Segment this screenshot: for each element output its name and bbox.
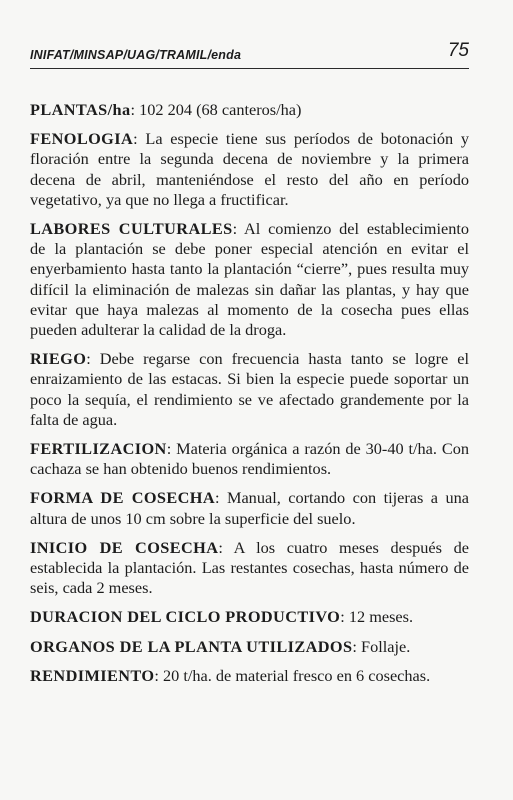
paragraph-text: : Manual, cortando con tijeras a una altura de unos 10 cm sobre la superficie del suelo.: [30, 488, 469, 528]
paragraph-text: : Debe regarse con frecuencia hasta tanto se logre el enraizamiento de las estacas. Si bien la especie puede soportar un poco la sequía, el rendimiento se ve afectado grandemente por la falta de agua.: [30, 349, 469, 429]
paragraph-rendimiento: [30, 666, 469, 686]
paragraph-title: LABORES CULTURALES: [30, 219, 233, 239]
header-source: INIFAT/MINSAP/UAG/TRAMIL/enda: [30, 48, 242, 62]
paragraph-title: RENDIMIENTO: [30, 665, 155, 685]
page-number: 75: [447, 40, 469, 61]
paragraph-labores-culturales: [30, 219, 469, 340]
paragraph-text: : La especie tiene sus períodos de botonación y floración entre la segunda decena de noviembre y la primera decena de abril, manteniéndose el resto del año en período vegetativo, ya que no llega a fructificar.: [30, 129, 469, 209]
paragraph-text: : Follaje.: [352, 636, 411, 656]
paragraph-text: : 12 meses.: [340, 607, 414, 627]
paragraph-title: ORGANOS DE LA PLANTA UTILIZADOS: [30, 636, 353, 656]
paragraph-text: : 102 204 (68 canteros/ha): [130, 100, 302, 119]
paragraph-forma-de-cosecha: [30, 488, 469, 528]
paragraph-riego: [30, 349, 469, 430]
paragraph-title: DURACION DEL CICLO PRODUCTIVO: [30, 607, 341, 627]
paragraph-title: RIEGO: [30, 349, 87, 369]
paragraph-text: : Al comienzo del establecimiento de la plantación se debe poner especial atención en evitar el enyerbamiento hasta tanto la plantación “cierre”, pues resulta muy difícil la eliminación de malezas sin dañar las plantas, y hay que evitar que haya malezas al momento de la cosecha pues ellas pueden adulterar la calidad de la droga.: [30, 219, 469, 340]
paragraph-inicio-de-cosecha: [30, 538, 469, 599]
paragraph-title: FENOLOGIA: [30, 129, 134, 149]
paragraph-title: PLANTAS/ha: [30, 100, 131, 119]
paragraph-title: INICIO DE COSECHA: [30, 537, 219, 557]
paragraph-text: : Materia orgánica a razón de 30-40 t/ha. Con cachaza se han obtenido buenos rendimientos.: [30, 439, 469, 479]
paragraph-text: : A los cuatro meses después de establecida la plantación. Las restantes cosechas, hasta número de seis, cada 2 meses.: [30, 537, 469, 598]
paragraph-text: : 20 t/ha. de material fresco en 6 cosechas.: [154, 665, 431, 685]
running-header: [30, 40, 469, 69]
paragraph-title: FERTILIZACION: [30, 439, 167, 459]
paragraph-fenologia: [30, 129, 469, 210]
paragraph-fertilizacion: [30, 439, 469, 479]
paragraph-duracion-ciclo: [30, 607, 469, 627]
paragraph-plantas: [30, 100, 469, 120]
paragraph-title: FORMA DE COSECHA: [30, 488, 216, 508]
paragraph-organos-utilizados: [30, 637, 469, 657]
page-body: [30, 100, 469, 695]
